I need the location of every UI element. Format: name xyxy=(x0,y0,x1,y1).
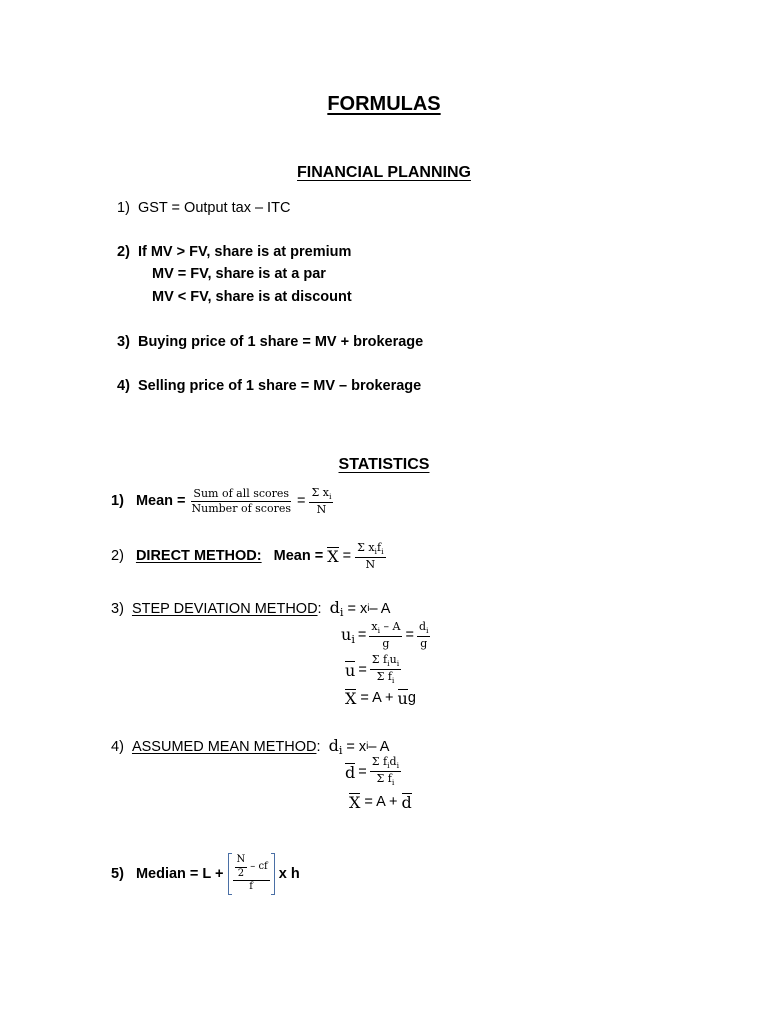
fraction xyxy=(190,488,293,514)
fraction-denominator: Σ $f_i$ xyxy=(376,670,395,686)
financial-planning-heading: FINANCIAL PLANNING xyxy=(297,164,471,181)
fraction-denominator: Number of scores xyxy=(191,501,291,515)
formula-number: 3) xyxy=(117,334,130,350)
formula-label: Mean = xyxy=(135,493,186,510)
page-title: FORMULAS xyxy=(327,93,441,115)
formula-tail: x h xyxy=(278,865,300,882)
method-name: ASSUMED MEAN METHOD xyxy=(131,738,317,755)
formula-number: 4) xyxy=(111,738,124,755)
equals-sign: = xyxy=(342,548,352,565)
formula-gst xyxy=(117,200,290,216)
fraction-denominator: g xyxy=(382,637,390,651)
formula-text: GST = Output tax – ITC xyxy=(137,200,291,216)
fraction-denominator: g xyxy=(420,637,428,651)
x-bar-symbol: X xyxy=(327,547,339,567)
formula-median xyxy=(111,853,300,895)
formula-step-xbar: X = A + u g xyxy=(345,689,416,708)
formula-label: Median = L + xyxy=(135,865,224,882)
formula-share-discount: MV < FV, share is at discount xyxy=(152,289,352,305)
formula-number: 4) xyxy=(117,378,130,394)
formula-number: 5) xyxy=(111,865,124,882)
method-name: STEP DEVIATION METHOD xyxy=(131,600,318,617)
fraction xyxy=(370,756,401,787)
fraction-numerator: $x_i$ – A xyxy=(369,621,402,637)
fraction-denominator: f xyxy=(249,881,253,892)
fraction-denominator: Σ $f_i$ xyxy=(376,772,395,788)
x-bar-symbol: X xyxy=(349,793,361,812)
x-bar-symbol: X xyxy=(345,689,357,708)
method-name: DIRECT METHOD: xyxy=(135,548,262,565)
formula-mean xyxy=(111,487,333,516)
fraction-denominator: N xyxy=(365,558,376,572)
fraction xyxy=(417,621,431,650)
fraction-numerator: Σ $f_id_i$ xyxy=(370,756,401,772)
formula-step-u: $u_i$ = $\frac{x_i - A}{g}$ = $\frac{d_i}{g}$ xyxy=(341,620,429,651)
fraction-numerator: Σ $f_iu_i$ xyxy=(370,654,401,670)
formula-direct-method xyxy=(111,542,386,571)
fraction xyxy=(355,542,386,571)
d-bar-symbol: d xyxy=(401,793,412,812)
formula-number: 2) xyxy=(111,548,124,565)
formula-assumed-dbar: d = $\frac{\Sigma f_id_i}{\Sigma f_i}$ xyxy=(345,755,400,788)
fraction xyxy=(370,654,401,685)
formula-number: 2) xyxy=(117,244,130,260)
inner-fraction: $\frac{N}{2}$ xyxy=(236,854,246,879)
fraction-numerator: Σ $x_i$ xyxy=(309,487,333,503)
formula-assumed-xbar: X = A + d xyxy=(349,793,412,812)
fraction xyxy=(233,855,270,893)
bracketed-fraction xyxy=(228,853,275,895)
formula-text: Selling price of 1 share = MV – brokerage xyxy=(137,378,422,394)
fraction xyxy=(309,487,333,516)
formula-share-par: MV = FV, share is at a par xyxy=(152,266,326,282)
formula-number: 1) xyxy=(117,200,130,216)
d-bar-symbol: d xyxy=(345,762,356,782)
u-symbol: $u_i$ xyxy=(341,624,355,646)
formula-text: If MV > FV, share is at premium xyxy=(137,244,352,260)
fraction-denominator: N xyxy=(316,503,327,517)
formula-buying-price xyxy=(117,334,423,350)
fraction-numerator: Sum of all scores xyxy=(193,487,290,501)
formula-number: 1) xyxy=(111,493,124,510)
u-bar-symbol: u xyxy=(397,689,408,708)
fraction-numerator: $d_i$ xyxy=(417,621,431,637)
formula-label: Mean = xyxy=(273,548,324,565)
d-symbol: $d_i$ xyxy=(328,736,343,757)
formula-step-deviation: 3) STEP DEVIATION METHOD : $d_i$ = x i – A xyxy=(111,598,391,619)
fraction-numerator: $\frac{N}{2}$ – cf xyxy=(233,855,270,881)
formula-step-ubar: u = $\frac{\Sigma f_iu_i}{\Sigma f_i}$ xyxy=(345,653,400,686)
u-bar-symbol: u xyxy=(345,660,356,680)
fraction xyxy=(369,621,402,650)
equals-sign: = xyxy=(296,493,306,510)
fraction-numerator: Σ $x_if_i$ xyxy=(355,542,386,558)
statistics-heading: STATISTICS xyxy=(338,456,430,473)
formula-text: Buying price of 1 share = MV + brokerage xyxy=(137,334,424,350)
formula-assumed-mean: 4) ASSUMED MEAN METHOD : $d_i$ = x i – A xyxy=(111,736,390,757)
formula-number: 3) xyxy=(111,600,124,617)
formula-share-premium xyxy=(117,244,351,260)
d-symbol: $d_i$ xyxy=(329,598,344,619)
formula-selling-price xyxy=(117,378,421,394)
